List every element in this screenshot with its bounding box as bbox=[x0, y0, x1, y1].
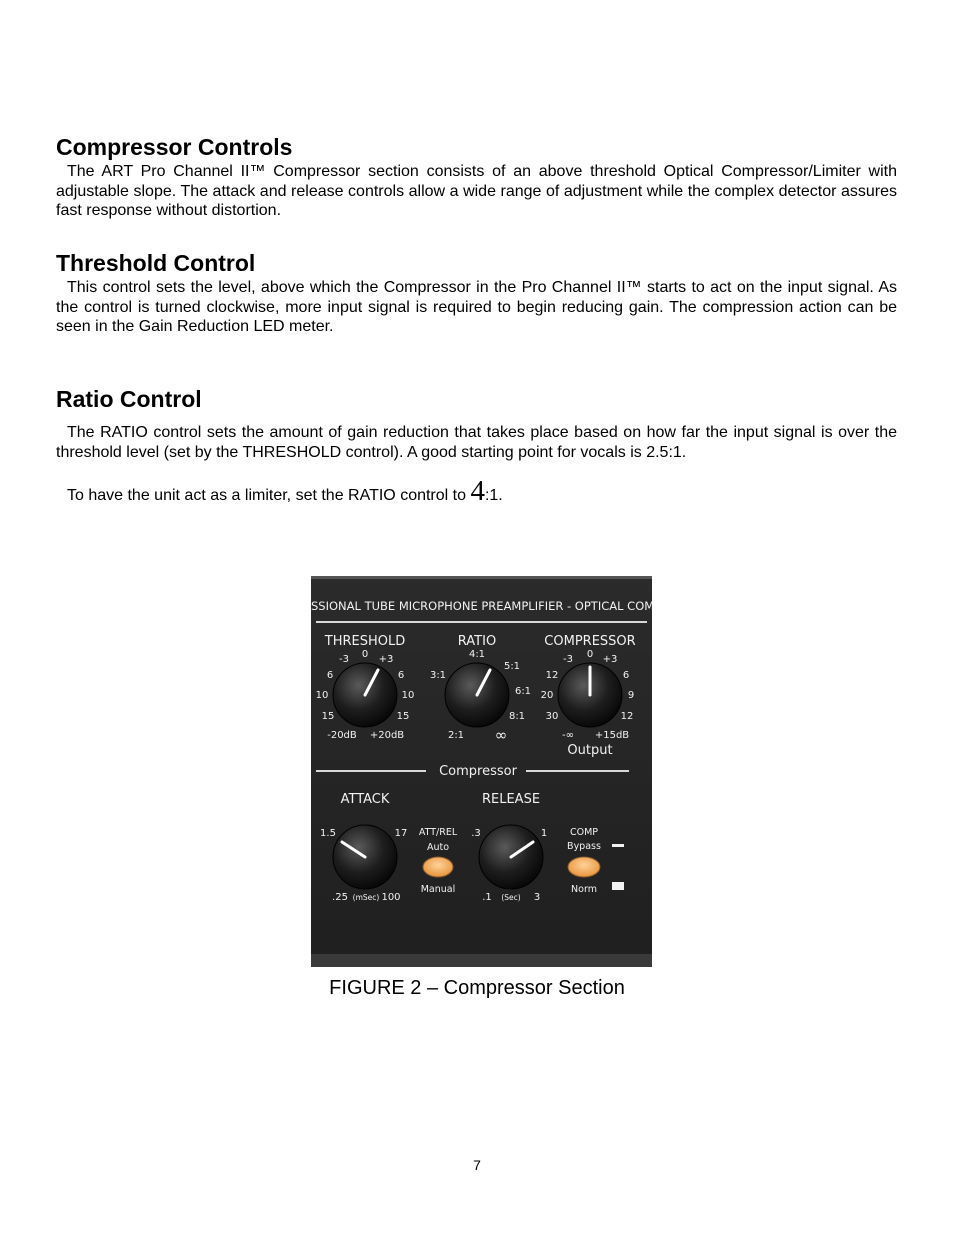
release-unit-label: (Sec) bbox=[501, 893, 521, 902]
att-rel-auto-label: Auto bbox=[426, 842, 450, 853]
threshold-scale-0: 0 bbox=[361, 649, 369, 660]
figure-caption: FIGURE 2 – Compressor Section bbox=[329, 977, 625, 999]
paragraph-limiter bbox=[56, 476, 897, 511]
limiter-ratio-value: 4 bbox=[470, 475, 485, 507]
release-label: RELEASE bbox=[481, 792, 541, 807]
compressor-section-label: Compressor bbox=[439, 764, 517, 779]
panel-top-edge bbox=[311, 576, 652, 579]
release-scale-1: 1 bbox=[540, 828, 548, 839]
compressor-label: COMPRESSOR bbox=[544, 634, 636, 649]
compressor-scale-right-12: 12 bbox=[620, 711, 634, 722]
paragraph-ratio-control: The RATIO control sets the amount of gain reduction that takes place based on how far the input signal is over the threshold level (set by the THRESHOLD control). A good starting point for vocals is 2.5:1. bbox=[56, 424, 897, 461]
threshold-scale-right-6: 6 bbox=[397, 670, 405, 681]
compressor-scale-right-9: 9 bbox=[627, 690, 635, 701]
att-rel-manual-label: Manual bbox=[420, 884, 456, 895]
ratio-label: RATIO bbox=[457, 634, 497, 649]
threshold-scale-right-15: 15 bbox=[396, 711, 410, 722]
ratio-scale-3-1: 3:1 bbox=[429, 670, 447, 681]
attack-unit-label: (mSec) bbox=[352, 893, 380, 902]
norm-indicator-icon bbox=[612, 882, 624, 890]
ratio-min-label: 2:1 bbox=[447, 730, 465, 741]
panel-header: SSIONAL TUBE MICROPHONE PREAMPLIFIER - OPTICAL COM bbox=[311, 599, 652, 613]
threshold-scale-left-15: 15 bbox=[321, 711, 335, 722]
threshold-scale-left-6: 6 bbox=[326, 670, 334, 681]
comp-bypass-button[interactable] bbox=[568, 857, 600, 877]
release-max-label: 3 bbox=[533, 892, 541, 903]
limiter-text-end: :1. bbox=[484, 487, 503, 504]
compressor-scale-left-30: 30 bbox=[545, 711, 559, 722]
ratio-max-label: ∞ bbox=[494, 726, 508, 744]
bypass-indicator-icon bbox=[612, 844, 624, 847]
section-title-ratio-control: Ratio Control bbox=[56, 386, 202, 412]
attack-scale-17: 17 bbox=[394, 828, 408, 839]
release-scale-0-3: .3 bbox=[471, 828, 481, 839]
compressor-scale-0: 0 bbox=[586, 649, 594, 660]
threshold-scale-right-10: 10 bbox=[401, 690, 415, 701]
section-title-compressor-controls: Compressor Controls bbox=[56, 134, 293, 160]
attack-scale-1-5: 1.5 bbox=[320, 828, 336, 839]
attack-max-label: 100 bbox=[381, 892, 401, 903]
threshold-min-label: -20dB bbox=[327, 730, 357, 741]
compressor-section-figure bbox=[311, 576, 652, 967]
section-title-threshold-control: Threshold Control bbox=[56, 250, 256, 276]
ratio-scale-8-1: 8:1 bbox=[508, 711, 526, 722]
compressor-min-label: -∞ bbox=[562, 730, 574, 741]
compressor-scale-minus3: -3 bbox=[563, 654, 573, 665]
compressor-scale-plus3: +3 bbox=[602, 654, 618, 665]
threshold-label: THRESHOLD bbox=[324, 634, 406, 649]
threshold-scale-plus3: +3 bbox=[378, 654, 394, 665]
att-rel-label: ATT/REL bbox=[418, 827, 458, 838]
comp-switch-label: COMP bbox=[569, 827, 599, 838]
paragraph-compressor-controls: The ART Pro Channel II™ Compressor section consists of an above threshold Optical Compressor/Limiter with adjustable slope. The attack and release controls allow a wide range of adjustment while the complex detector assures fast response without distortion. bbox=[56, 163, 897, 219]
panel-bottom-edge bbox=[311, 954, 652, 967]
compressor-panel-illustration bbox=[311, 576, 652, 967]
comp-norm-label: Norm bbox=[571, 884, 597, 895]
threshold-max-label: +20dB bbox=[369, 730, 405, 741]
threshold-scale-left-10: 10 bbox=[315, 690, 329, 701]
comp-bypass-label: Bypass bbox=[567, 841, 601, 852]
release-min-label: .1 bbox=[482, 892, 492, 903]
att-rel-button[interactable] bbox=[423, 857, 453, 877]
ratio-scale-5-1: 5:1 bbox=[503, 661, 521, 672]
paragraph-threshold-control: This control sets the level, above which the Compressor in the Pro Channel II™ starts to act on the input signal. As the control is turned clockwise, more input signal is required to begin reducing gain. The compression action can be seen in the Gain Reduction LED meter. bbox=[56, 279, 897, 335]
compressor-scale-left-20: 20 bbox=[540, 690, 554, 701]
page-number: 7 bbox=[473, 1157, 481, 1173]
attack-min-label: .25 bbox=[332, 892, 348, 903]
threshold-scale-minus3: -3 bbox=[339, 654, 349, 665]
attack-label: ATTACK bbox=[340, 792, 390, 807]
compressor-max-label: +15dB bbox=[594, 730, 630, 741]
compressor-scale-right-6: 6 bbox=[622, 670, 630, 681]
ratio-scale-4-1: 4:1 bbox=[468, 649, 486, 660]
limiter-text: To have the unit act as a limiter, set the RATIO control to bbox=[67, 487, 471, 504]
compressor-scale-left-12: 12 bbox=[545, 670, 559, 681]
ratio-scale-6-1: 6:1 bbox=[514, 686, 532, 697]
compressor-output-label: Output bbox=[567, 743, 613, 758]
